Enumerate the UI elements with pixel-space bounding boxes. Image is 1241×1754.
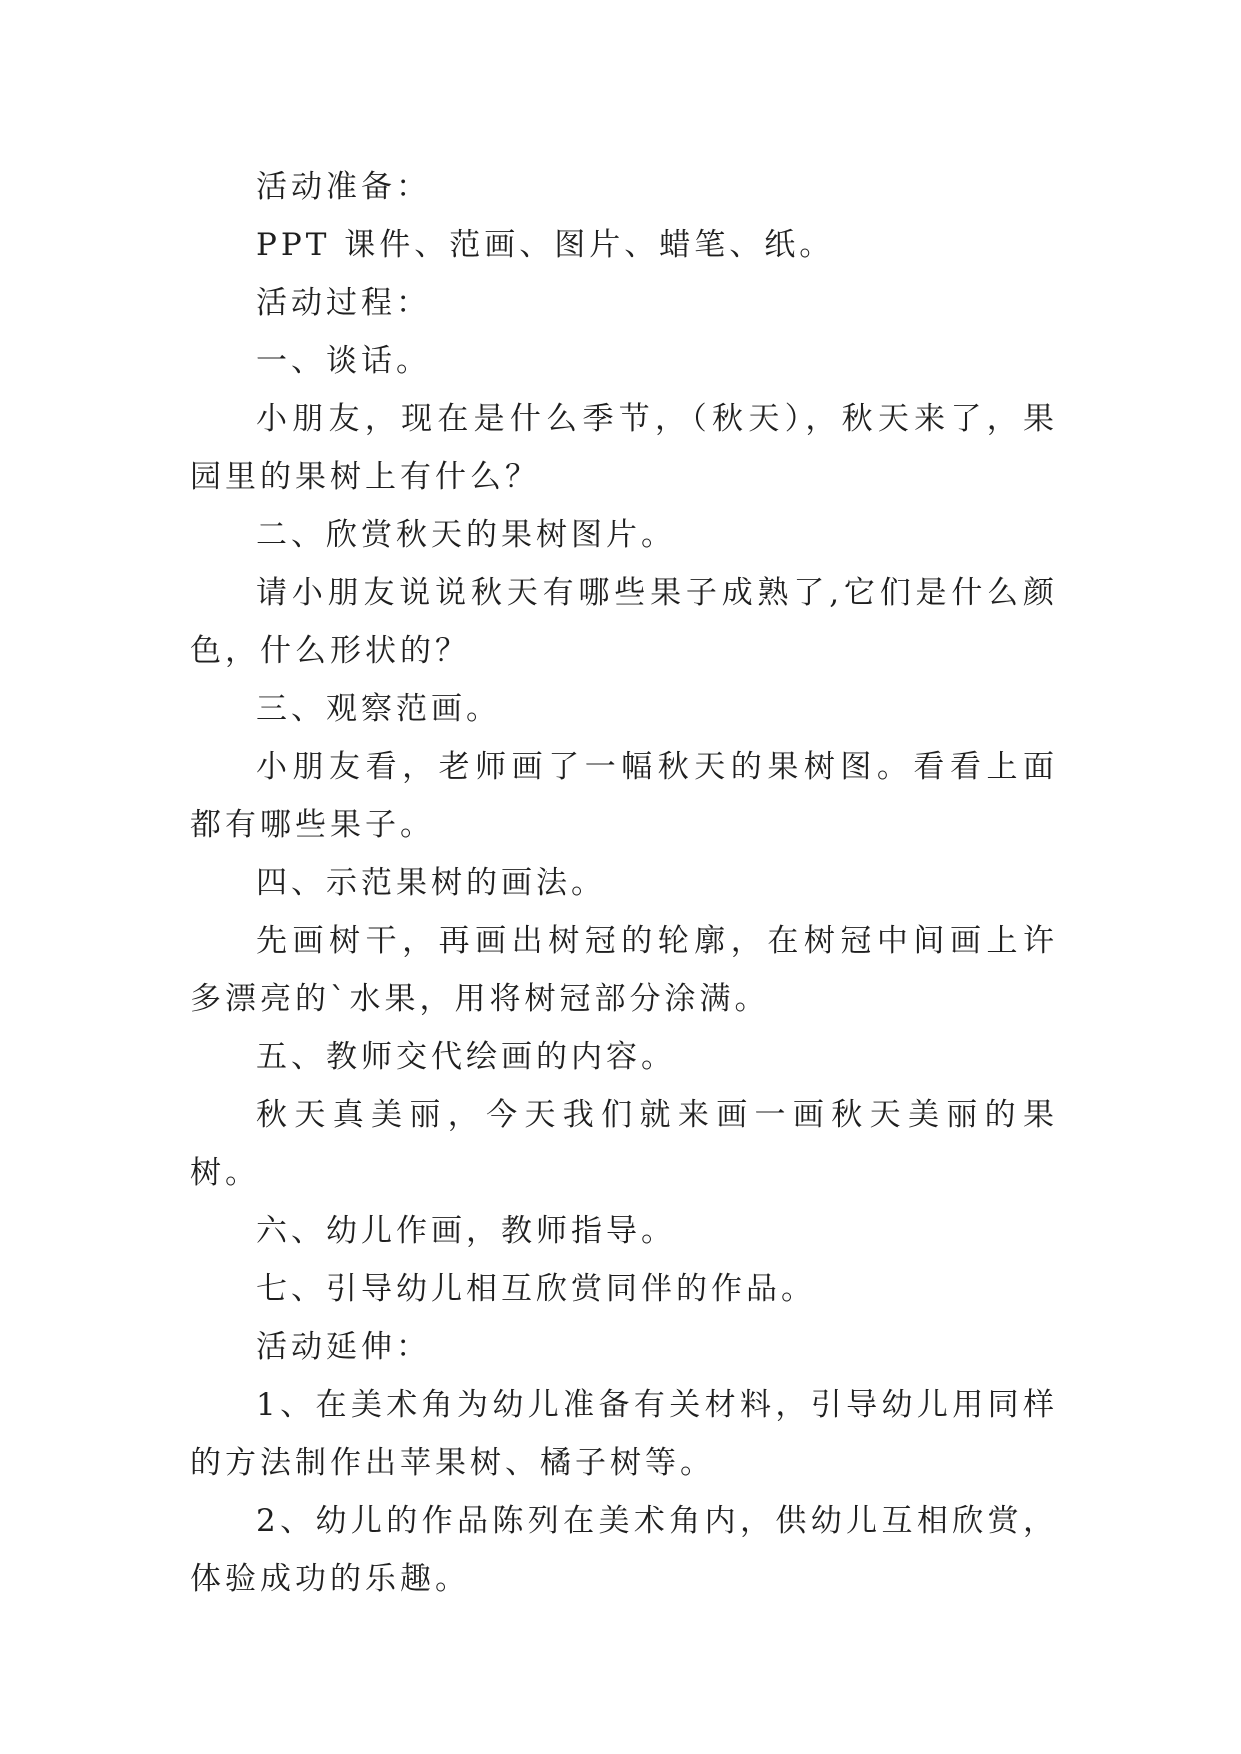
- document-body: [190, 158, 1058, 1608]
- step-2-title: 二、欣赏秋天的果树图片。: [256, 517, 676, 553]
- step-3-title: 三、观察范画。: [256, 691, 501, 727]
- step-6-title: 六、幼儿作画，教师指导。: [256, 1213, 676, 1249]
- step-5-text: 秋天真美丽，今天我们就来画一画秋天美丽的果树。: [190, 1097, 1058, 1191]
- step-4-title: 四、示范果树的画法。: [256, 865, 606, 901]
- heading-activity-preparation: 活动准备：: [256, 169, 431, 205]
- extension-item-1: 1、在美术角为幼儿准备有关材料，引导幼儿用同样的方法制作出苹果树、橘子树等。: [190, 1387, 1058, 1481]
- step-4-text: 先画树干，再画出树冠的轮廓，在树冠中间画上许多漂亮的`水果，用将树冠部分涂满。: [190, 923, 1058, 1017]
- step-1-text: 小朋友，现在是什么季节，（秋天），秋天来了，果园里的果树上有什么？: [190, 401, 1058, 495]
- step-7-title: 七、引导幼儿相互欣赏同伴的作品。: [256, 1271, 816, 1307]
- step-1-title: 一、谈话。: [256, 343, 431, 379]
- extension-item-2: 2、幼儿的作品陈列在美术角内，供幼儿互相欣赏，体验成功的乐趣。: [190, 1503, 1058, 1597]
- heading-activity-process: 活动过程：: [256, 285, 431, 321]
- heading-activity-extension: 活动延伸：: [256, 1329, 431, 1365]
- step-5-title: 五、教师交代绘画的内容。: [256, 1039, 676, 1075]
- step-2-text: 请小朋友说说秋天有哪些果子成熟了,它们是什么颜色，什么形状的？: [190, 575, 1058, 669]
- preparation-materials: PPT 课件、范画、图片、蜡笔、纸。: [256, 227, 835, 263]
- step-3-text: 小朋友看，老师画了一幅秋天的果树图。看看上面都有哪些果子。: [190, 749, 1058, 843]
